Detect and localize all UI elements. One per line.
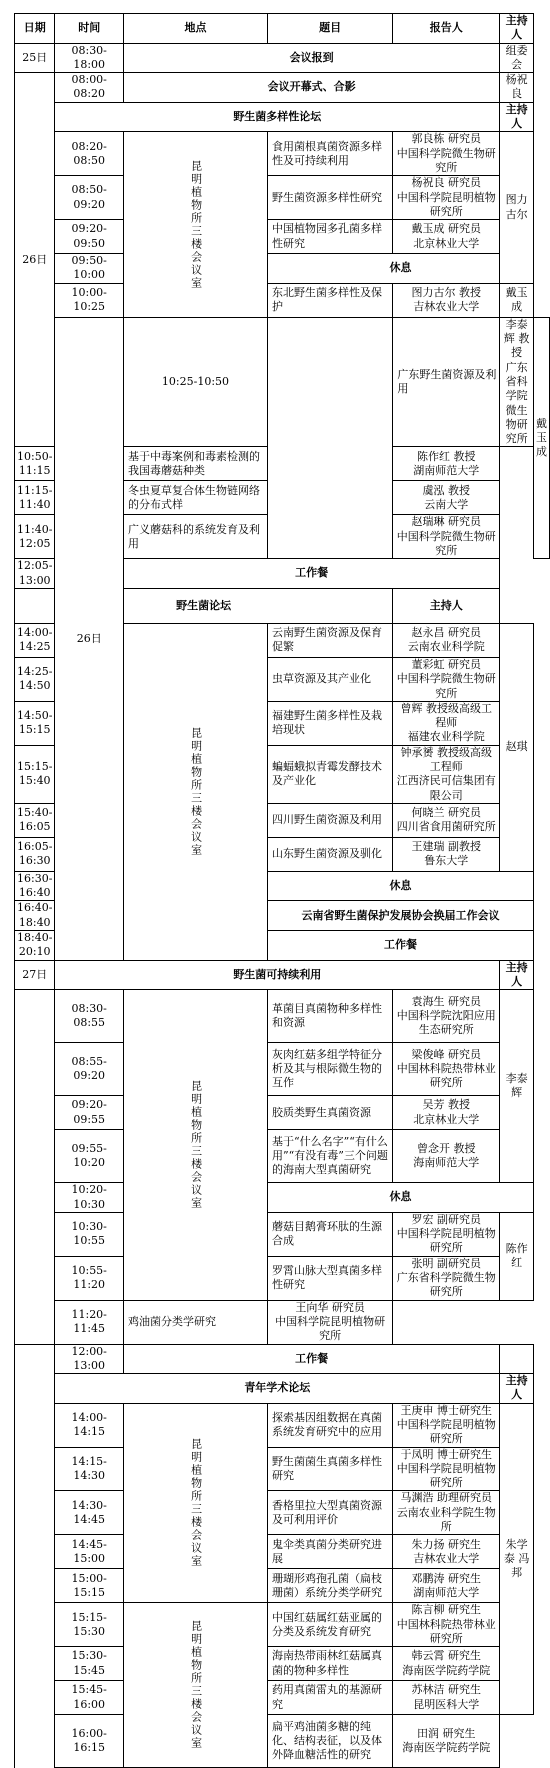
speaker-affiliation: 海南师范大学 <box>395 1156 497 1170</box>
time-cell: 08:20-08:50 <box>55 132 124 176</box>
topic-cell: 食用菌根真菌资源多样性及可持续利用 <box>267 132 392 176</box>
header-topic: 题目 <box>267 14 392 44</box>
speaker-affiliation: 中国林科院热带林业研究所 <box>395 1618 497 1647</box>
time-cell: 16:40-18:40 <box>15 901 55 931</box>
schedule-row <box>15 1647 550 1681</box>
speaker-cell <box>393 657 500 701</box>
schedule-body <box>15 43 550 1768</box>
speaker-affiliation: 中国科学院微生物研究所 <box>395 672 497 701</box>
time-cell: 08:55-09:20 <box>55 1043 124 1096</box>
section-title: 野生菌多样性论坛 <box>55 102 500 132</box>
section-title: 野生菌可持续利用 <box>55 960 500 990</box>
schedule-row <box>15 1256 550 1300</box>
header-time: 时间 <box>55 14 124 44</box>
location-cell: 昆明植物所三楼会议室 <box>123 990 267 1300</box>
schedule-row <box>15 1096 550 1130</box>
speaker-cell <box>393 701 500 745</box>
time-cell: 14:45-15:00 <box>55 1535 124 1569</box>
speaker-cell <box>393 1130 500 1183</box>
host-cell: 赵琪 <box>500 623 534 871</box>
speaker-name: 郭良栋 研究员 <box>395 132 497 146</box>
merged-label: 休息 <box>267 254 533 284</box>
speaker-name: 何晓兰 研究员 <box>395 806 497 820</box>
header-row <box>15 14 550 44</box>
host-header: 主持人 <box>500 1374 534 1404</box>
topic-cell: 胶质类野生真菌资源 <box>267 1096 392 1130</box>
time-cell: 18:40-20:10 <box>15 931 55 961</box>
topic-cell: 珊瑚形鸡孢孔菌（扁枝珊菌）系统分类学研究 <box>267 1569 392 1603</box>
speaker-name: 马渊浩 助理研究员 <box>395 1491 497 1505</box>
speaker-cell <box>393 1096 500 1130</box>
speaker-name: 戴玉成 研究员 <box>395 222 497 236</box>
schedule-row <box>15 254 550 284</box>
speaker-affiliation: 吉林农业大学 <box>395 1552 497 1566</box>
section-title: 野生菌论坛 <box>15 588 393 623</box>
time-cell: 14:00-14:25 <box>15 623 55 657</box>
speaker-cell <box>393 1403 500 1447</box>
speaker-name: 陈作红 教授 <box>395 450 497 464</box>
host-cell: 组委会 <box>500 43 534 73</box>
merged-label: 工作餐 <box>267 931 533 961</box>
speaker-name: 王庚申 博士研究生 <box>395 1404 497 1418</box>
speaker-name: 陈言柳 研究生 <box>395 1603 497 1617</box>
time-cell: 11:40-12:05 <box>15 515 55 559</box>
header-date: 日期 <box>15 14 55 44</box>
topic-cell: 蝙蝠蛾拟青霉发酵技术及产业化 <box>267 745 392 803</box>
speaker-cell <box>393 1603 500 1647</box>
topic-cell: 扁平鸡油菌多糖的纯化、结构表征，以及体外降血糖活性的研究 <box>267 1715 392 1768</box>
schedule-row <box>15 1569 550 1603</box>
topic-cell: 灰肉红菇多组学特征分析及其与根际微生物的互作 <box>267 1043 392 1096</box>
topic-cell: 虫草资源及其产业化 <box>267 657 392 701</box>
schedule-row <box>15 1212 550 1256</box>
schedule-row <box>15 132 550 176</box>
host-header: 主持人 <box>393 588 500 623</box>
topic-cell: 冬虫夏草复合体生物链网络的分布式样 <box>123 481 267 515</box>
speaker-affiliation: 吉林农业大学 <box>395 300 497 314</box>
speaker-affiliation: 中国科学院微生物研究所 <box>395 530 497 559</box>
time-cell: 09:50-10:00 <box>55 254 124 284</box>
speaker-name: 虞泓 教授 <box>395 484 497 498</box>
speaker-name: 张明 副研究员 <box>395 1257 497 1271</box>
speaker-name: 袁海生 研究员 <box>395 995 497 1009</box>
speaker-cell <box>393 1043 500 1096</box>
speaker-cell <box>393 176 500 220</box>
speaker-name: 赵永昌 研究员 <box>395 626 497 640</box>
topic-cell: 四川野生菌资源及利用 <box>267 803 392 837</box>
speaker-name: 图力古尔 教授 <box>395 286 497 300</box>
merged-label: 休息 <box>267 1183 533 1213</box>
speaker-affiliation: 云南农业科学院 <box>395 640 497 654</box>
time-cell: 15:15-15:30 <box>55 1603 124 1647</box>
speaker-affiliation: 中国科学院昆明植物研究所 <box>395 1462 497 1491</box>
speaker-cell <box>267 1300 392 1344</box>
host-header: 主持人 <box>500 960 534 990</box>
topic-cell: 海南热带雨林红菇属真菌的物种多样性 <box>267 1647 392 1681</box>
merged-label: 休息 <box>267 871 533 901</box>
header-speaker: 报告人 <box>393 14 500 44</box>
speaker-cell <box>393 220 500 254</box>
topic-cell: 药用真菌雷丸的基源研究 <box>267 1681 392 1715</box>
topic-cell: 野生菌菌生真菌多样性研究 <box>267 1447 392 1491</box>
speaker-cell <box>393 283 500 317</box>
speaker-affiliation: 中国科学院昆明植物研究所 <box>395 1418 497 1447</box>
schedule-row <box>15 1491 550 1535</box>
speaker-affiliation: 鲁东大学 <box>395 854 497 868</box>
location-cell: 昆明植物所三楼会议室 <box>123 132 267 317</box>
speaker-affiliation: 中国林科院热带林业研究所 <box>395 1062 497 1091</box>
speaker-affiliation: 广东省科学院微生物研究所 <box>395 1271 497 1300</box>
host-cell: 戴玉成 <box>500 283 534 317</box>
topic-cell: 基于“什么名字”“有什么用”“有没有毒”三个问题的海南大型真菌研究 <box>267 1130 392 1183</box>
speaker-name: 朱力扬 研究生 <box>395 1538 497 1552</box>
time-cell: 10:50-11:15 <box>15 447 55 481</box>
time-cell: 14:15-14:30 <box>55 1447 124 1491</box>
speaker-affiliation: 中国科学院沈阳应用生态研究所 <box>395 1009 497 1038</box>
topic-cell: 中国红菇属红菇亚属的分类及系统发育研究 <box>267 1603 392 1647</box>
schedule-row <box>15 1130 550 1183</box>
schedule-row <box>15 1374 550 1404</box>
speaker-cell <box>393 515 500 559</box>
header-location: 地点 <box>123 14 267 44</box>
speaker-affiliation: 云南大学 <box>395 498 497 512</box>
time-cell: 09:20-09:55 <box>55 1096 124 1130</box>
date-cell: 27日 <box>15 960 55 990</box>
topic-cell: 广东野生菌资源及利用 <box>393 317 500 447</box>
time-cell: 10:00-10:25 <box>55 283 124 317</box>
speaker-cell <box>393 837 500 871</box>
time-cell: 10:30-10:55 <box>55 1212 124 1256</box>
speaker-affiliation: 昆明医科大学 <box>395 1698 497 1712</box>
host-cell: 陈作红 <box>500 1212 534 1300</box>
time-cell: 16:00-16:15 <box>55 1715 124 1768</box>
date-cell: 26日 <box>55 317 124 960</box>
speaker-affiliation: 广东省科学院微生物研究所 <box>502 361 531 447</box>
speaker-cell <box>393 1715 500 1768</box>
schedule-row <box>15 1681 550 1715</box>
topic-cell: 云南野生菌资源及保育促繁 <box>267 623 392 657</box>
date-cell: 26日 <box>15 73 55 447</box>
date-cell: 25日 <box>15 43 55 73</box>
speaker-cell <box>393 1535 500 1569</box>
topic-cell: 中国植物园多孔菌多样性研究 <box>267 220 392 254</box>
speaker-affiliation: 北京林业大学 <box>395 1113 497 1127</box>
speaker-name: 董彩虹 研究员 <box>395 658 497 672</box>
schedule-row <box>15 960 550 990</box>
schedule-row <box>15 1447 550 1491</box>
speaker-name: 苏林洁 研究生 <box>395 1683 497 1697</box>
schedule-row <box>15 220 550 254</box>
speaker-cell <box>393 990 500 1043</box>
speaker-cell <box>500 317 534 447</box>
speaker-cell <box>393 1647 500 1681</box>
time-cell: 15:45-16:00 <box>55 1681 124 1715</box>
speaker-affiliation: 云南农业科学院生物所 <box>395 1506 497 1535</box>
location-cell: 昆明植物所三楼会议室 <box>123 1603 267 1768</box>
merged-label: 会议报到 <box>123 43 499 73</box>
speaker-name: 田润 研究生 <box>395 1727 497 1741</box>
time-cell: 16:05-16:30 <box>15 837 55 871</box>
speaker-cell <box>393 481 500 515</box>
date-cell <box>15 1344 55 1768</box>
location-cell: 昆明植物所三楼会议室 <box>123 1403 267 1603</box>
topic-cell: 广义蘑菇科的系统发育及利用 <box>123 515 267 559</box>
speaker-name: 杨祝良 研究员 <box>395 176 497 190</box>
topic-cell: 革菌目真菌物种多样性和资源 <box>267 990 392 1043</box>
speaker-affiliation: 海南医学院药学院 <box>395 1664 497 1678</box>
merged-label: 工作餐 <box>123 559 499 589</box>
speaker-cell <box>393 132 500 176</box>
header-host: 主持人 <box>500 14 534 44</box>
time-cell: 16:30-16:40 <box>15 871 55 901</box>
speaker-name: 赵瑞琳 研究员 <box>395 515 497 529</box>
topic-cell: 东北野生菌多样性及保护 <box>267 283 392 317</box>
host-cell: 戴玉成 <box>534 317 550 559</box>
location-cell <box>267 317 392 559</box>
topic-cell: 蘑菇目鹅膏环肽的生源合成 <box>267 1212 392 1256</box>
time-cell: 12:00-13:00 <box>55 1344 124 1374</box>
time-cell: 10:20-10:30 <box>55 1183 124 1213</box>
time-cell: 15:30-15:45 <box>55 1647 124 1681</box>
speaker-name: 于凤明 博士研究生 <box>395 1448 497 1462</box>
merged-label: 云南省野生菌保护发展协会换届工作会议 <box>267 901 533 931</box>
schedule-row <box>15 1300 550 1344</box>
host-header: 主持人 <box>500 102 534 132</box>
topic-cell: 福建野生菌多样性及栽培现状 <box>267 701 392 745</box>
schedule-row <box>15 990 550 1043</box>
schedule-row <box>15 176 550 220</box>
time-cell: 08:00-08:20 <box>55 73 124 103</box>
speaker-cell <box>393 1569 500 1603</box>
merged-label: 工作餐 <box>123 1344 499 1374</box>
time-cell: 14:50-15:15 <box>15 701 55 745</box>
speaker-name: 梁俊峰 研究员 <box>395 1048 497 1062</box>
speaker-affiliation: 江西济民可信集团有限公司 <box>395 774 497 803</box>
speaker-cell <box>393 1447 500 1491</box>
date-cell <box>15 990 55 1344</box>
speaker-cell <box>393 1491 500 1535</box>
schedule-row <box>15 1344 550 1374</box>
host-cell <box>500 1344 534 1374</box>
time-cell: 10:55-11:20 <box>55 1256 124 1300</box>
topic-cell: 探索基因组数据在真菌系统发育研究中的应用 <box>267 1403 392 1447</box>
topic-cell: 罗霄山脉大型真菌多样性研究 <box>267 1256 392 1300</box>
topic-cell: 山东野生菌资源及驯化 <box>267 837 392 871</box>
time-cell: 14:00-14:15 <box>55 1403 124 1447</box>
speaker-name: 王建瑞 副教授 <box>395 840 497 854</box>
speaker-name: 李泰辉 教授 <box>502 318 531 361</box>
speaker-cell <box>393 447 500 481</box>
speaker-affiliation: 中国科学院昆明植物研究所 <box>395 191 497 220</box>
speaker-affiliation: 中国科学院昆明植物研究所 <box>270 1315 390 1344</box>
schedule-row <box>15 1603 550 1647</box>
speaker-name: 王向华 研究员 <box>270 1301 390 1315</box>
time-cell: 09:55-10:20 <box>55 1130 124 1183</box>
topic-cell: 基于中毒案例和毒素检测的我国毒蘑菇种类 <box>123 447 267 481</box>
speaker-cell <box>393 1256 500 1300</box>
speaker-affiliation: 中国科学院昆明植物研究所 <box>395 1227 497 1256</box>
schedule-row <box>15 1535 550 1569</box>
speaker-name: 曾念开 教授 <box>395 1142 497 1156</box>
speaker-cell <box>393 623 500 657</box>
host-cell: 朱学泰 冯邦 <box>500 1403 534 1715</box>
schedule-table <box>14 13 550 1768</box>
time-cell: 08:50-09:20 <box>55 176 124 220</box>
speaker-affiliation: 中国科学院微生物研究所 <box>395 147 497 176</box>
speaker-name: 罗宏 副研究员 <box>395 1213 497 1227</box>
speaker-cell <box>393 1681 500 1715</box>
time-cell: 08:30-18:00 <box>55 43 124 73</box>
speaker-affiliation: 福建农业科学院 <box>395 730 497 744</box>
host-cell: 图力古尔 <box>500 132 534 283</box>
time-cell: 15:15-15:40 <box>15 745 55 803</box>
schedule-row <box>15 317 550 447</box>
topic-cell: 鸡油菌分类学研究 <box>123 1300 267 1344</box>
host-cell: 李泰辉 <box>500 990 534 1183</box>
schedule-row <box>15 102 550 132</box>
time-cell: 10:25-10:50 <box>123 317 267 447</box>
schedule-row <box>15 283 550 317</box>
time-cell: 11:20-11:45 <box>55 1300 124 1344</box>
speaker-affiliation: 四川省食用菌研究所 <box>395 820 497 834</box>
speaker-name: 曾辉 教授级高级工程师 <box>395 702 497 731</box>
topic-cell: 鬼伞类真菌分类研究进展 <box>267 1535 392 1569</box>
schedule-row <box>15 1403 550 1447</box>
time-cell: 12:05-13:00 <box>15 559 55 589</box>
speaker-name: 邓鹏涛 研究生 <box>395 1572 497 1586</box>
speaker-affiliation: 湖南师范大学 <box>395 1586 497 1600</box>
speaker-name: 吴芳 教授 <box>395 1098 497 1112</box>
speaker-affiliation: 海南医学院药学院 <box>395 1741 497 1755</box>
time-cell: 14:25-14:50 <box>15 657 55 701</box>
schedule-row <box>15 1183 550 1213</box>
merged-label: 会议开幕式、合影 <box>123 73 499 103</box>
speaker-affiliation: 湖南师范大学 <box>395 464 497 478</box>
time-cell: 11:15-11:40 <box>15 481 55 515</box>
speaker-name: 钟承赟 教授级高级工程师 <box>395 746 497 775</box>
speaker-cell <box>393 1212 500 1256</box>
speaker-cell <box>393 745 500 803</box>
schedule-row <box>15 1715 550 1768</box>
time-cell: 15:00-15:15 <box>55 1569 124 1603</box>
speaker-cell <box>393 803 500 837</box>
speaker-name: 韩云霄 研究生 <box>395 1649 497 1663</box>
time-cell: 14:30-14:45 <box>55 1491 124 1535</box>
section-title: 青年学术论坛 <box>55 1374 500 1404</box>
time-cell: 09:20-09:50 <box>55 220 124 254</box>
topic-cell: 香格里拉大型真菌资源及可利用评价 <box>267 1491 392 1535</box>
location-cell: 昆明植物所三楼会议室 <box>123 623 267 960</box>
time-cell: 08:30-08:55 <box>55 990 124 1043</box>
time-cell: 15:40-16:05 <box>15 803 55 837</box>
schedule-row <box>15 73 550 103</box>
speaker-affiliation: 北京林业大学 <box>395 237 497 251</box>
schedule-row <box>15 43 550 73</box>
schedule-row <box>15 588 550 623</box>
schedule-row <box>15 1043 550 1096</box>
topic-cell: 野生菌资源多样性研究 <box>267 176 392 220</box>
host-cell: 杨祝良 <box>500 73 534 103</box>
